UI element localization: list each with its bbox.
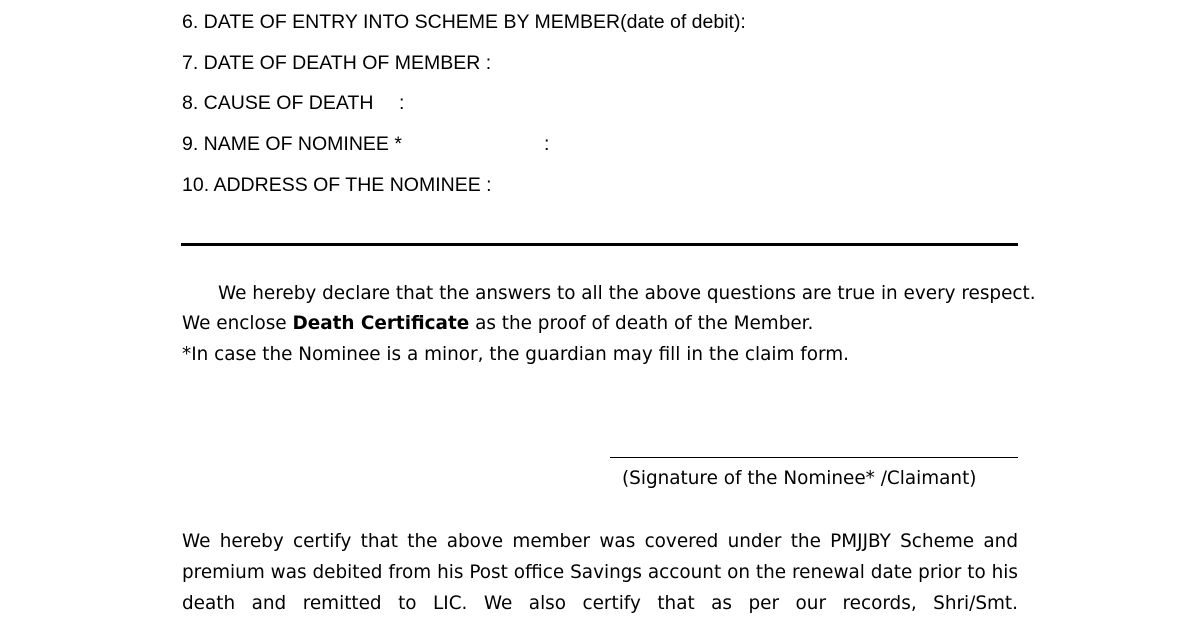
declaration-line-1: We hereby declare that the answers to all the above questions are true in every respect. — [218, 283, 1036, 304]
certification-line-3 — [182, 592, 1018, 616]
certification-line-2 — [182, 561, 1018, 585]
declaration-line-2-suffix: as the proof of death of the Member. — [469, 313, 814, 334]
death-certificate-bold: Death Certificate — [292, 313, 470, 334]
field-cause-of-death-colon: : — [399, 92, 405, 114]
declaration-line-2 — [182, 312, 1018, 336]
certification-line-1 — [182, 530, 1018, 554]
field-cause-of-death: 8. CAUSE OF DEATH — [182, 92, 374, 114]
declaration-line-2-prefix: We enclose — [182, 313, 293, 334]
field-date-of-death: 7. DATE OF DEATH OF MEMBER : — [182, 52, 492, 74]
field-name-of-nominee: 9. NAME OF NOMINEE * — [182, 133, 402, 155]
certification-line-2-text: premium was debited from his Post office Savings account on the renewal date prior to his — [182, 562, 1018, 583]
signature-line — [610, 457, 1018, 458]
declaration-line-3: *In case the Nominee is a minor, the guardian may fill in the claim form. — [182, 344, 849, 365]
signature-caption: (Signature of the Nominee* /Claimant) — [622, 468, 977, 489]
certification-line-3-text: death and remitted to LIC. We also certify that as per our records, Shri/Smt. — [182, 593, 1018, 614]
certification-line-1-text: We hereby certify that the above member was covered under the PMJJBY Scheme and — [182, 531, 1018, 552]
field-name-of-nominee-colon: : — [544, 133, 550, 155]
field-date-of-entry: 6. DATE OF ENTRY INTO SCHEME BY MEMBER(date of debit): — [182, 11, 746, 33]
section-divider — [181, 243, 1018, 246]
field-address-of-nominee: 10. ADDRESS OF THE NOMINEE : — [182, 174, 492, 196]
